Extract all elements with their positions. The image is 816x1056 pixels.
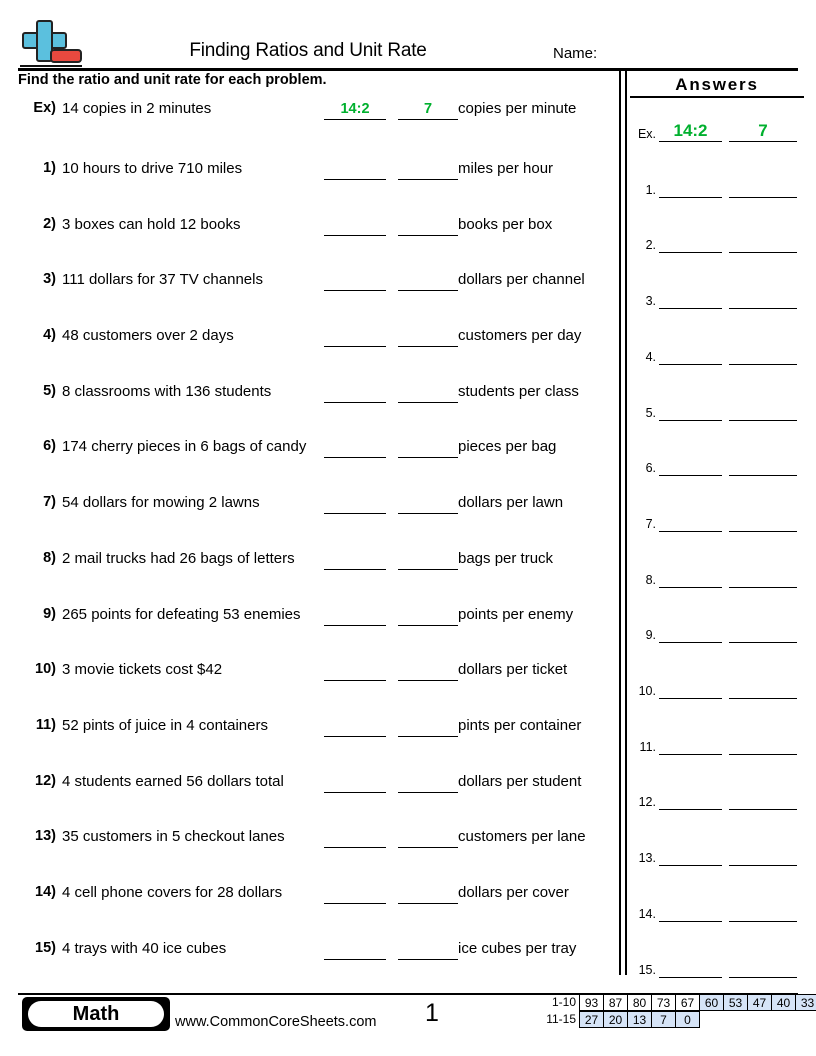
answer-ratio-blank[interactable] xyxy=(659,622,722,643)
unit-label: bags per truck xyxy=(458,549,554,567)
problem-text: 54 dollars for mowing 2 lawns xyxy=(62,494,260,512)
answer-row xyxy=(630,510,816,532)
unit-rate-answer-blank[interactable] xyxy=(398,828,458,848)
ratio-answer-blank[interactable] xyxy=(324,216,386,236)
answer-rate-blank[interactable] xyxy=(729,288,797,309)
unit-label: customers per day xyxy=(458,327,582,345)
score-cell: 47 xyxy=(747,994,772,1011)
problem-row xyxy=(0,490,612,546)
answer-ratio-blank[interactable] xyxy=(659,567,722,588)
ratio-answer-blank[interactable] xyxy=(324,438,386,458)
problem-row xyxy=(0,323,612,379)
subject-badge-label: Math xyxy=(28,1001,164,1027)
problem-number: 2) xyxy=(43,215,56,232)
ratio-answer-blank[interactable] xyxy=(324,661,386,681)
answer-row xyxy=(630,343,816,365)
problem-number: 8) xyxy=(43,549,56,566)
problem-row xyxy=(0,96,612,156)
problem-text: 4 trays with 40 ice cubes xyxy=(62,939,227,957)
unit-rate-answer-blank[interactable] xyxy=(398,717,458,737)
answer-ratio-blank[interactable] xyxy=(659,455,722,476)
answer-row xyxy=(630,956,816,978)
answer-row-label: 12. xyxy=(638,795,656,810)
problem-text: 14 copies in 2 minutes xyxy=(62,100,212,117)
answer-rate-blank[interactable] xyxy=(729,455,797,476)
answer-ratio-blank[interactable] xyxy=(659,957,722,978)
answer-rate-blank[interactable] xyxy=(729,789,797,810)
answer-row-label: Ex. xyxy=(637,127,656,141)
unit-rate-answer-blank[interactable] xyxy=(398,494,458,514)
answer-row xyxy=(630,844,816,866)
problem-row xyxy=(0,936,612,992)
problem-text: 35 customers in 5 checkout lanes xyxy=(62,828,285,846)
unit-label: miles per hour xyxy=(458,160,554,177)
answer-row-label: 15. xyxy=(638,962,656,977)
unit-rate-answer-blank[interactable] xyxy=(398,940,458,960)
answer-row-label: 7. xyxy=(645,516,656,531)
problem-text: 265 points for defeating 53 enemies xyxy=(62,605,301,623)
column-divider-left xyxy=(619,70,621,975)
problem-row xyxy=(0,657,612,713)
answer-ratio-blank[interactable] xyxy=(659,678,722,699)
unit-label: dollars per channel xyxy=(458,271,585,289)
problem-number: 15) xyxy=(35,939,56,956)
score-grid-row xyxy=(530,1011,816,1028)
answer-row-label: 8. xyxy=(645,572,656,587)
ratio-answer-blank[interactable] xyxy=(324,940,386,960)
problem-text: 4 students earned 56 dollars total xyxy=(62,772,284,790)
answer-row xyxy=(630,677,816,699)
answer-row-label: 9. xyxy=(645,628,656,643)
problem-row xyxy=(0,156,612,212)
answer-row-label: 1. xyxy=(645,182,656,197)
problem-number: 13) xyxy=(35,828,56,845)
problem-text: 48 customers over 2 days xyxy=(62,327,234,345)
answer-row-label: 3. xyxy=(645,294,656,309)
unit-rate-answer-blank[interactable] xyxy=(398,773,458,793)
score-cell: 53 xyxy=(723,994,748,1011)
answer-row-label: 4. xyxy=(645,349,656,364)
problem-text: 111 dollars for 37 TV channels xyxy=(62,271,263,289)
answer-rate-blank[interactable] xyxy=(729,678,797,699)
problem-text: 3 movie tickets cost $42 xyxy=(62,661,223,679)
answer-ratio-blank[interactable] xyxy=(659,734,722,755)
unit-label: dollars per lawn xyxy=(458,494,564,512)
unit-label: copies per minute xyxy=(458,100,577,117)
answer-ratio-blank[interactable] xyxy=(659,344,722,365)
name-field-label: Name: xyxy=(553,45,598,62)
score-cell: 73 xyxy=(651,994,676,1011)
ratio-answer-blank[interactable] xyxy=(324,271,386,291)
problem-row xyxy=(0,602,612,658)
score-range-label: 11-15 xyxy=(546,1012,576,1026)
score-grid xyxy=(530,994,816,1028)
unit-label: dollars per ticket xyxy=(458,661,568,679)
answer-row xyxy=(630,231,816,253)
score-cell: 93 xyxy=(579,994,604,1011)
problem-row xyxy=(0,769,612,825)
unit-rate-answer-blank[interactable] xyxy=(398,383,458,403)
answer-ratio-blank[interactable] xyxy=(659,232,722,253)
score-cell: 0 xyxy=(675,1011,700,1028)
answers-heading: Answers xyxy=(630,75,804,98)
unit-label: ice cubes per tray xyxy=(458,939,577,957)
unit-label: dollars per cover xyxy=(458,883,569,901)
ratio-answer-blank[interactable] xyxy=(324,327,386,347)
score-cell: 87 xyxy=(603,994,628,1011)
problem-number: Ex) xyxy=(33,100,56,116)
answer-row xyxy=(630,399,816,421)
problem-row xyxy=(0,379,612,435)
unit-label: pieces per bag xyxy=(458,438,557,456)
answer-row-label: 11. xyxy=(639,739,656,754)
answer-ratio-blank[interactable] xyxy=(659,288,722,309)
answer-row xyxy=(630,120,816,142)
answer-rate-blank[interactable] xyxy=(729,567,797,588)
problem-list xyxy=(0,96,612,991)
page-title: Finding Ratios and Unit Rate xyxy=(189,40,427,61)
problem-number: 3) xyxy=(43,271,56,288)
score-cell: 33 xyxy=(795,994,816,1011)
answer-row-label: 5. xyxy=(645,405,656,420)
problem-text: 174 cherry pieces in 6 bags of candy xyxy=(62,438,307,456)
ratio-answer-blank[interactable] xyxy=(324,717,386,737)
problem-row xyxy=(0,880,612,936)
problem-row xyxy=(0,267,612,323)
problem-row xyxy=(0,824,612,880)
ratio-answer-blank[interactable] xyxy=(324,884,386,904)
answer-ratio-blank[interactable] xyxy=(659,789,722,810)
answer-rate-blank[interactable]: 7 xyxy=(729,121,797,142)
score-grid-row xyxy=(530,994,816,1011)
answer-ratio-blank[interactable] xyxy=(659,400,722,421)
answer-row xyxy=(630,176,816,198)
problem-row xyxy=(0,212,612,268)
unit-rate-answer-blank[interactable] xyxy=(398,271,458,291)
answer-row xyxy=(630,733,816,755)
answer-ratio-blank[interactable] xyxy=(659,511,722,532)
answer-row xyxy=(630,287,816,309)
score-cell: 40 xyxy=(771,994,796,1011)
problem-row xyxy=(0,546,612,602)
header-divider xyxy=(18,68,798,71)
problem-text: 4 cell phone covers for 28 dollars xyxy=(62,883,283,901)
answer-row xyxy=(630,788,816,810)
score-cell: 20 xyxy=(603,1011,628,1028)
site-url: www.CommonCoreSheets.com xyxy=(175,1014,377,1030)
page-number: 1 xyxy=(425,999,439,1027)
subject-badge xyxy=(22,997,170,1031)
problem-number: 7) xyxy=(43,494,56,511)
problem-text: 8 classrooms with 136 students xyxy=(62,382,272,400)
answer-rate-blank[interactable] xyxy=(729,901,797,922)
page-header xyxy=(0,0,816,70)
problem-number: 12) xyxy=(35,772,56,789)
problem-number: 10) xyxy=(35,661,56,678)
answer-rate-blank[interactable] xyxy=(729,511,797,532)
unit-rate-answer-blank[interactable] xyxy=(398,550,458,570)
column-divider-right xyxy=(625,70,627,975)
answer-row xyxy=(630,900,816,922)
score-cell: 13 xyxy=(627,1011,652,1028)
problem-row xyxy=(0,434,612,490)
answer-row xyxy=(630,566,816,588)
problem-number: 1) xyxy=(43,160,56,176)
answer-row-label: 6. xyxy=(645,461,656,476)
unit-rate-answer-blank[interactable] xyxy=(398,606,458,626)
score-cell: 7 xyxy=(651,1011,676,1028)
answer-rate-blank[interactable] xyxy=(729,344,797,365)
answer-row xyxy=(630,621,816,643)
answer-rate-blank[interactable] xyxy=(729,400,797,421)
answer-rate-blank[interactable] xyxy=(729,845,797,866)
problem-number: 14) xyxy=(35,883,56,900)
answer-row-label: 2. xyxy=(645,238,656,253)
unit-rate-answer-blank[interactable] xyxy=(398,438,458,458)
score-cell: 27 xyxy=(579,1011,604,1028)
answer-rate-blank[interactable] xyxy=(729,957,797,978)
ratio-answer-blank[interactable] xyxy=(324,550,386,570)
unit-label: books per box xyxy=(458,215,553,233)
instruction-text: Find the ratio and unit rate for each problem. xyxy=(18,72,327,88)
unit-rate-answer-blank[interactable] xyxy=(398,216,458,236)
unit-label: points per enemy xyxy=(458,605,574,623)
ratio-answer-blank[interactable] xyxy=(324,828,386,848)
ratio-answer-blank[interactable] xyxy=(324,773,386,793)
problem-number: 4) xyxy=(43,327,56,344)
logo-baseline xyxy=(20,65,82,67)
problem-number: 6) xyxy=(43,438,56,455)
ratio-answer-blank[interactable] xyxy=(324,606,386,626)
unit-rate-answer-blank[interactable] xyxy=(398,661,458,681)
problem-text: 3 boxes can hold 12 books xyxy=(62,215,241,233)
answer-ratio-blank[interactable] xyxy=(659,845,722,866)
score-range-label: 1-10 xyxy=(551,995,576,1009)
problem-number: 9) xyxy=(43,605,56,622)
problem-text: 52 pints of juice in 4 containers xyxy=(62,716,268,734)
answer-row xyxy=(630,454,816,476)
ratio-answer-blank[interactable] xyxy=(324,494,386,514)
unit-rate-answer-blank[interactable] xyxy=(398,327,458,347)
answer-rate-blank[interactable] xyxy=(729,232,797,253)
answer-row-label: 13. xyxy=(638,851,656,866)
unit-rate-answer-blank[interactable] xyxy=(398,884,458,904)
problem-number: 11) xyxy=(35,716,56,733)
score-cell: 60 xyxy=(699,994,724,1011)
score-cell: 80 xyxy=(627,994,652,1011)
answer-ratio-blank[interactable] xyxy=(659,177,722,198)
problem-text: 2 mail trucks had 26 bags of letters xyxy=(62,549,295,567)
unit-label: customers per lane xyxy=(458,828,586,846)
answer-ratio-blank[interactable] xyxy=(659,901,722,922)
ratio-answer-blank[interactable]: 14:2 xyxy=(324,100,386,120)
answer-rate-blank[interactable] xyxy=(729,177,797,198)
unit-label: dollars per student xyxy=(458,772,582,790)
answer-ratio-blank[interactable]: 14:2 xyxy=(659,121,722,142)
unit-label: students per class xyxy=(458,382,579,400)
problem-text: 10 hours to drive 710 miles xyxy=(62,160,243,177)
problem-row xyxy=(0,713,612,769)
ratio-answer-blank[interactable] xyxy=(324,383,386,403)
problem-number: 5) xyxy=(43,382,56,399)
answer-row-label: 10. xyxy=(638,684,656,698)
score-cell: 67 xyxy=(675,994,700,1011)
unit-rate-answer-blank[interactable] xyxy=(398,160,458,180)
answer-row-label: 14. xyxy=(638,906,656,921)
unit-label: pints per container xyxy=(458,716,582,734)
answer-rate-blank[interactable] xyxy=(729,622,797,643)
ratio-answer-blank[interactable] xyxy=(324,160,386,180)
unit-rate-answer-blank[interactable]: 7 xyxy=(398,100,458,120)
answer-rate-blank[interactable] xyxy=(729,734,797,755)
